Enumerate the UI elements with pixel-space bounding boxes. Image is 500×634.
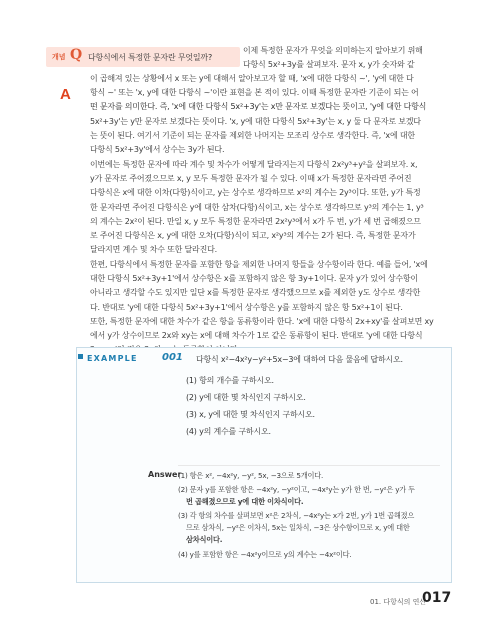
text-line: 다항식 5x²+3y'에서 상수는 3y가 된다.	[90, 145, 225, 155]
text-line: y가 문자로 주어졌으므로 x, y 모두 특정한 문자가 될 수 있다. 이때 x가 특정한 문자라면 주어진	[90, 174, 412, 184]
text-line: 의 계수는 2x²이 된다. 만일 x, y 모두 특정한 문자라면 2x²y³에서 x가 두 번, y가 세 번 곱해졌으므	[90, 216, 421, 226]
paragraph-coefficient-degree	[90, 158, 435, 257]
text-line: 이번에는 특정한 문자에 따라 계수 및 차수가 어떻게 달라지는지 다항식 2x²y³+y²을 살펴보자. x,	[90, 160, 418, 169]
answer-divider	[178, 465, 440, 466]
text-line: 아니라고 생각할 수도 있지만 일단 x를 특정한 문자로 생각했으므로 x를 제외한 y도 상수로 생각한	[90, 288, 421, 298]
page-number: 017	[422, 590, 452, 606]
answer-label: Answer	[148, 470, 182, 479]
text-line: 또한, 특정한 문자에 대한 차수가 같은 항을 동류항이라 한다. 'x에 대한 다항식 2x+xy'를 살펴보면 xy	[90, 316, 434, 326]
text-line: 이 곱해져 있는 상황에서 x 또는 y에 대해서 알아보고자 할 때, 'x에 대한 다항식 ~', 'y에 대한 다	[90, 74, 414, 83]
chapter-title: 01. 다항식의 연산	[370, 598, 427, 606]
paragraph-constant-like-terms	[90, 258, 435, 357]
concept-tag: 개념	[52, 53, 66, 61]
annotation-marker-a: A	[60, 86, 71, 103]
answer-line: (4) y를 포함한 항은 −4x²y이므로 y의 계수는 −4x²이다.	[178, 550, 352, 559]
text-line: 달라지면 계수 및 차수 또한 달라진다.	[90, 245, 217, 255]
text-line: 다. 반대로 'y에 대한 다항식 5x²+3y+1'에서 상수항은 y를 포함하지 않은 항 5x²+1이 된다.	[90, 302, 403, 312]
example-item: (4) y의 계수를 구하시오.	[186, 427, 271, 436]
example-number: 001	[162, 352, 183, 363]
text-line: 5x²+3y'는 y만 문자로 보겠다는 뜻이다. 'x, y에 대한 다항식 5x²+3y'는 x, y 둘 다 문자로 보겠다	[90, 116, 421, 126]
concept-question: 다항식에서 특정한 문자란 무엇일까?	[88, 53, 212, 62]
text-line: 다항식은 x에 대한 이차(다항)식이고, y는 상수로 생각하므로 x²의 계수는 2y³이다. 또한, y가 특정	[90, 188, 421, 198]
intro-side-text	[243, 44, 438, 72]
example-item: (2) y에 대한 몇 차식인지 구하시오.	[186, 393, 306, 402]
intro-line: 이제 특정한 문자가 무엇을 의미하는지 알아보기 위해	[243, 46, 423, 55]
example-square-icon	[78, 354, 83, 359]
answer-line: (2) 문자 y를 포함한 항은 −4x²y, −y²이고, −4x²y는 y가 한 번, −y²은 y가 두	[178, 485, 415, 494]
answer-line: 번 곱해졌으므로 y에 대한 이차식이다.	[186, 497, 304, 506]
example-question: 다항식 x²−4x²y−y²+5x−3에 대하여 다음 물음에 답하시오.	[196, 355, 403, 364]
text-line: 한편, 다항식에서 특정한 문자를 포함한 항을 제외한 나머지 항들을 상수항이라 한다. 예를 들어, 'x에	[90, 260, 428, 269]
text-line: 는 뜻이 된다. 여기서 기준이 되는 문자를 제외한 나머지는 모조리 상수로 생각한다. 즉, 'x에 대한	[90, 130, 415, 140]
text-line: 떤 문자를 의미한다. 즉, 'x에 대한 다항식 5x²+3y'는 x만 문자로 보겠다는 뜻이고, 'y에 대한 다항식	[90, 102, 427, 112]
text-line: 대한 다항식 5x²+3y+1'에서 상수항은 x를 포함하지 않은 항 3y+1이다. 문자 y가 있어 상수항이	[90, 274, 418, 284]
text-line: 에서 y가 상수이므로 2x와 xy는 x에 대해 차수가 1로 같은 동류항이 된다. 반대로 'y에 대한 다항식	[90, 331, 423, 341]
example-heading: EXAMPLE	[87, 354, 138, 363]
intro-line: 다항식 5x²+3y를 살펴보자. 문자 x, y가 숫자와 같	[243, 60, 415, 70]
example-item: (3) x, y에 대한 몇 차식인지 구하시오.	[186, 410, 315, 419]
answer-line: 므로 삼차식, −y²은 이차식, 5x는 일차식, −3은 상수항이므로 x, y에 대한	[186, 523, 410, 532]
example-item: (1) 항의 개수를 구하시오.	[186, 376, 274, 385]
answer-line: (1) 항은 x², −4x²y, −y², 5x, −3으로 5개이다.	[178, 471, 324, 480]
paragraph-specific-variable	[90, 72, 435, 157]
text-line: 항식 ~' 또는 'x, y에 대한 다항식 ~'이란 표현을 본 적이 있다. 이때 특정한 문자란 기준이 되는 어	[90, 88, 419, 98]
text-line: 로 주어진 다항식은 x, y에 대한 오차(다항)식이 되고, x²y³의 계수는 2가 된다. 즉, 특정한 문자가	[90, 231, 416, 241]
question-mark-label: Q	[70, 47, 83, 63]
answer-line: 삼차식이다.	[186, 535, 223, 544]
answer-line: (3) 각 항의 차수를 살펴보면 x²은 2차식, −4x²y는 x가 2번, y가 1번 곱해졌으	[178, 511, 415, 520]
text-line: 한 문자라면 주어진 다항식은 y에 대한 삼차(다항)식이고, x는 상수로 생각하므로 y³의 계수는 1, y³	[90, 202, 424, 212]
